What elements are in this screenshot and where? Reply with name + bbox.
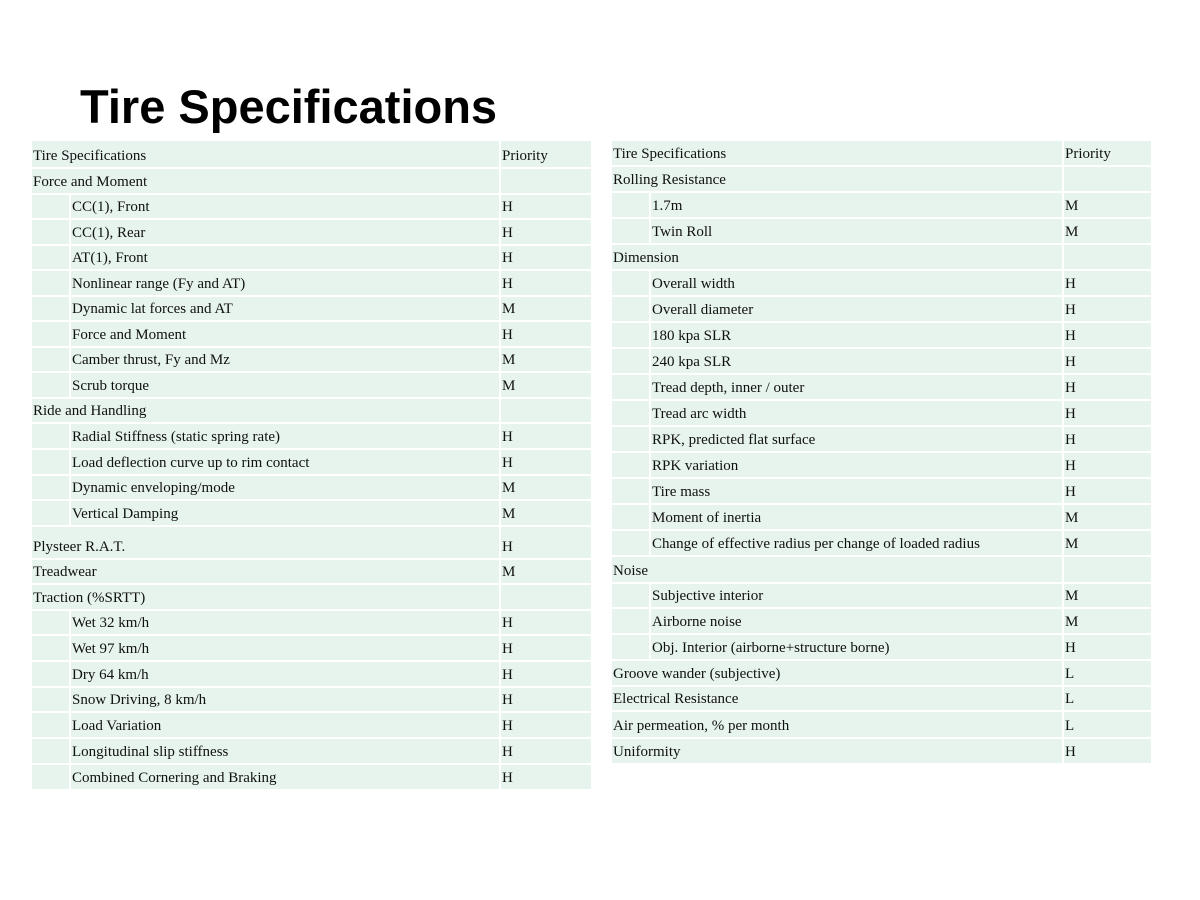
- table-row: [31, 321, 592, 347]
- table-row: [611, 660, 1152, 686]
- table-row: [31, 219, 592, 245]
- priority-cell: H: [500, 321, 592, 347]
- table-row: [31, 398, 592, 423]
- spec-item-cell: AT(1), Front: [70, 245, 500, 270]
- spec-item-cell: Combined Cornering and Braking: [70, 764, 500, 790]
- table-row: [611, 711, 1152, 738]
- indent-cell: [611, 583, 650, 608]
- priority-cell: M: [500, 296, 592, 321]
- indent-cell: [31, 635, 70, 661]
- indent-cell: [31, 712, 70, 738]
- header-spec-cell: Tire Specifications: [31, 140, 500, 168]
- indent-cell: [611, 322, 650, 348]
- priority-cell: [1063, 166, 1152, 192]
- priority-cell: H: [500, 610, 592, 635]
- indent-cell: [31, 764, 70, 790]
- priority-cell: H: [500, 194, 592, 219]
- page-title: Tire Specifications: [80, 80, 498, 133]
- indent-cell: [31, 610, 70, 635]
- indent-cell: [611, 400, 650, 426]
- spec-item-cell: Obj. Interior (airborne+structure borne): [650, 634, 1063, 660]
- table-row: [611, 738, 1152, 764]
- table-row: [611, 478, 1152, 504]
- indent-cell: [611, 348, 650, 374]
- spec-item-cell: CC(1), Rear: [70, 219, 500, 245]
- table-row: [31, 372, 592, 398]
- indent-cell: [611, 478, 650, 504]
- spec-item-cell: 180 kpa SLR: [650, 322, 1063, 348]
- spec-item-cell: RPK, predicted flat surface: [650, 426, 1063, 452]
- spec-item-cell: Camber thrust, Fy and Mz: [70, 347, 500, 372]
- spec-category-cell: Treadwear: [31, 559, 500, 584]
- indent-cell: [31, 219, 70, 245]
- spec-item-cell: CC(1), Front: [70, 194, 500, 219]
- spec-item-cell: Dynamic enveloping/mode: [70, 475, 500, 500]
- table-row: [31, 194, 592, 219]
- priority-cell: H: [500, 687, 592, 712]
- table-row: [31, 347, 592, 372]
- priority-cell: M: [500, 372, 592, 398]
- spec-item-cell: Wet 32 km/h: [70, 610, 500, 635]
- table-row: [611, 166, 1152, 192]
- spec-item-cell: Airborne noise: [650, 608, 1063, 634]
- priority-cell: [1063, 556, 1152, 583]
- priority-cell: H: [500, 270, 592, 296]
- spec-item-cell: Tire mass: [650, 478, 1063, 504]
- indent-cell: [611, 452, 650, 478]
- spec-category-cell: Traction (%SRTT): [31, 584, 500, 610]
- table-row: [611, 634, 1152, 660]
- table-row: [611, 583, 1152, 608]
- spec-item-cell: Wet 97 km/h: [70, 635, 500, 661]
- spec-item-cell: Vertical Damping: [70, 500, 500, 526]
- indent-cell: [611, 634, 650, 660]
- priority-cell: H: [1063, 296, 1152, 322]
- priority-cell: M: [500, 475, 592, 500]
- table-row: [31, 559, 592, 584]
- indent-cell: [31, 449, 70, 475]
- priority-cell: H: [1063, 348, 1152, 374]
- spec-item-cell: RPK variation: [650, 452, 1063, 478]
- spec-item-cell: Tread arc width: [650, 400, 1063, 426]
- spec-item-cell: 240 kpa SLR: [650, 348, 1063, 374]
- table-row: [611, 270, 1152, 296]
- table-row: [31, 423, 592, 449]
- table-row: [611, 348, 1152, 374]
- priority-cell: H: [500, 526, 592, 559]
- table-row: [31, 635, 592, 661]
- table-row: [31, 449, 592, 475]
- indent-cell: [611, 504, 650, 530]
- spec-item-cell: Load deflection curve up to rim contact: [70, 449, 500, 475]
- priority-cell: H: [500, 635, 592, 661]
- priority-cell: H: [1063, 400, 1152, 426]
- table-row: [31, 661, 592, 687]
- spec-item-cell: Dynamic lat forces and AT: [70, 296, 500, 321]
- spec-category-cell: Groove wander (subjective): [611, 660, 1063, 686]
- spec-category-cell: Dimension: [611, 244, 1063, 270]
- table-row: [31, 526, 592, 559]
- spec-item-cell: Scrub torque: [70, 372, 500, 398]
- spec-item-cell: Snow Driving, 8 km/h: [70, 687, 500, 712]
- table-header-row: [31, 140, 592, 168]
- table-header-row: [611, 140, 1152, 166]
- priority-cell: M: [1063, 608, 1152, 634]
- priority-cell: M: [1063, 530, 1152, 556]
- spec-category-cell: Ride and Handling: [31, 398, 500, 423]
- spec-item-cell: Moment of inertia: [650, 504, 1063, 530]
- table-row: [611, 322, 1152, 348]
- indent-cell: [31, 245, 70, 270]
- indent-cell: [31, 194, 70, 219]
- indent-cell: [611, 218, 650, 244]
- priority-cell: H: [1063, 452, 1152, 478]
- table-row: [611, 452, 1152, 478]
- priority-cell: L: [1063, 660, 1152, 686]
- priority-cell: [500, 584, 592, 610]
- indent-cell: [31, 296, 70, 321]
- priority-cell: H: [1063, 322, 1152, 348]
- spec-category-cell: Uniformity: [611, 738, 1063, 764]
- spec-item-cell: Overall width: [650, 270, 1063, 296]
- header-priority-cell: Priority: [500, 140, 592, 168]
- indent-cell: [31, 423, 70, 449]
- table-row: [31, 500, 592, 526]
- indent-cell: [31, 347, 70, 372]
- table-row: [611, 400, 1152, 426]
- spec-item-cell: Longitudinal slip stiffness: [70, 738, 500, 764]
- spec-item-cell: Radial Stiffness (static spring rate): [70, 423, 500, 449]
- priority-cell: L: [1063, 711, 1152, 738]
- priority-cell: [500, 398, 592, 423]
- spec-item-cell: Dry 64 km/h: [70, 661, 500, 687]
- priority-cell: H: [1063, 426, 1152, 452]
- priority-cell: L: [1063, 686, 1152, 711]
- table-row: [611, 192, 1152, 218]
- indent-cell: [611, 374, 650, 400]
- table-row: [611, 426, 1152, 452]
- priority-cell: H: [500, 738, 592, 764]
- table-row: [31, 475, 592, 500]
- spec-category-cell: Force and Moment: [31, 168, 500, 194]
- spec-table-left: [30, 139, 593, 791]
- indent-cell: [31, 661, 70, 687]
- priority-cell: H: [1063, 738, 1152, 764]
- priority-cell: H: [1063, 270, 1152, 296]
- spec-category-cell: Noise: [611, 556, 1063, 583]
- indent-cell: [611, 426, 650, 452]
- indent-cell: [31, 687, 70, 712]
- priority-cell: H: [500, 661, 592, 687]
- table-row: [31, 270, 592, 296]
- priority-cell: M: [1063, 504, 1152, 530]
- priority-cell: H: [500, 449, 592, 475]
- priority-cell: [1063, 244, 1152, 270]
- table-row: [31, 687, 592, 712]
- header-spec-cell: Tire Specifications: [611, 140, 1063, 166]
- indent-cell: [31, 738, 70, 764]
- table-row: [31, 168, 592, 194]
- priority-cell: M: [1063, 192, 1152, 218]
- indent-cell: [611, 530, 650, 556]
- indent-cell: [611, 192, 650, 218]
- spec-item-cell: Tread depth, inner / outer: [650, 374, 1063, 400]
- table-row: [611, 504, 1152, 530]
- spec-item-cell: Nonlinear range (Fy and AT): [70, 270, 500, 296]
- indent-cell: [31, 372, 70, 398]
- table-row: [611, 608, 1152, 634]
- spec-item-cell: Subjective interior: [650, 583, 1063, 608]
- spec-category-cell: Electrical Resistance: [611, 686, 1063, 711]
- priority-cell: M: [1063, 583, 1152, 608]
- spec-category-cell: Air permeation, % per month: [611, 711, 1063, 738]
- indent-cell: [611, 608, 650, 634]
- spec-table-right: [610, 139, 1153, 765]
- priority-cell: H: [500, 764, 592, 790]
- table-row: [31, 245, 592, 270]
- spec-category-cell: Rolling Resistance: [611, 166, 1063, 192]
- spec-item-cell: Force and Moment: [70, 321, 500, 347]
- indent-cell: [31, 475, 70, 500]
- table-row: [611, 218, 1152, 244]
- spec-item-cell: 1.7m: [650, 192, 1063, 218]
- priority-cell: M: [500, 347, 592, 372]
- spec-category-cell: Plysteer R.A.T.: [31, 526, 500, 559]
- table-row: [31, 764, 592, 790]
- priority-cell: H: [1063, 478, 1152, 504]
- indent-cell: [31, 500, 70, 526]
- priority-cell: H: [500, 245, 592, 270]
- priority-cell: M: [500, 559, 592, 584]
- indent-cell: [31, 321, 70, 347]
- table-row: [611, 374, 1152, 400]
- priority-cell: H: [1063, 634, 1152, 660]
- indent-cell: [611, 296, 650, 322]
- table-row: [611, 530, 1152, 556]
- priority-cell: H: [500, 219, 592, 245]
- spec-item-cell: Load Variation: [70, 712, 500, 738]
- table-row: [611, 556, 1152, 583]
- spec-item-cell: Change of effective radius per change of loaded radius: [650, 530, 1063, 556]
- table-row: [611, 244, 1152, 270]
- priority-cell: M: [500, 500, 592, 526]
- table-row: [31, 712, 592, 738]
- priority-cell: M: [1063, 218, 1152, 244]
- priority-cell: H: [1063, 374, 1152, 400]
- priority-cell: H: [500, 423, 592, 449]
- spec-item-cell: Twin Roll: [650, 218, 1063, 244]
- indent-cell: [611, 270, 650, 296]
- table-row: [31, 610, 592, 635]
- table-row: [611, 296, 1152, 322]
- table-row: [31, 584, 592, 610]
- priority-cell: H: [500, 712, 592, 738]
- header-priority-cell: Priority: [1063, 140, 1152, 166]
- table-row: [611, 686, 1152, 711]
- spec-item-cell: Overall diameter: [650, 296, 1063, 322]
- table-row: [31, 296, 592, 321]
- indent-cell: [31, 270, 70, 296]
- priority-cell: [500, 168, 592, 194]
- table-row: [31, 738, 592, 764]
